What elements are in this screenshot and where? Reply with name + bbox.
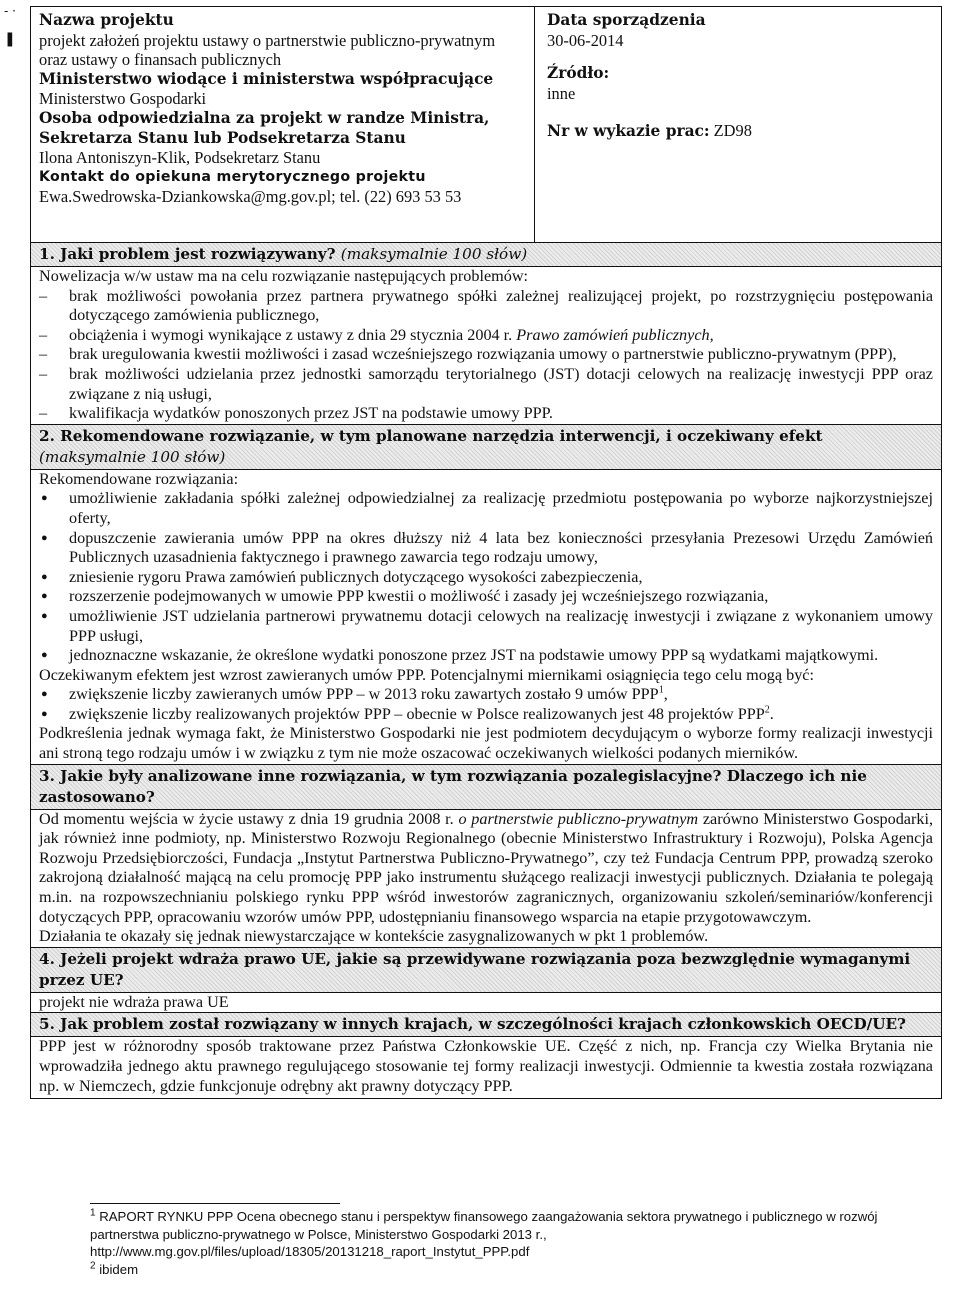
- section-4-body: [31, 993, 941, 1013]
- section-3-title: 3. Jakie były analizowane inne rozwiązania, w tym rozwiązania pozalegislacyjne? Dlaczego ich nie zastosowano?: [39, 766, 867, 806]
- section-1-intro: Nowelizacja w/w ustaw ma na celu rozwiązanie następujących problemów:: [39, 267, 529, 285]
- list-item: ● umożliwienie JST udzielania partnerowi prywatnemu dotacji celowych na realizację inwestycji i związane z wykonaniem umowy PPP usługi,: [39, 607, 933, 646]
- footnote-separator: [90, 1203, 340, 1204]
- project-name: projekt założeń projektu ustawy o partnerstwie publiczno-prywatnym oraz ustawy o finansach publicznych: [39, 30, 496, 70]
- section-3-paragraph: Od momentu wejścia w życie ustawy z dnia 19 grudnia 2008 r. o partnerstwie publiczno-prywatnym zarówno Ministerstwo Gospodarki, jak również inne podmioty, np. Ministerstwo Rozwoju Regionalnego (obecnie Ministerstwo Infrastruktury i Rozwoju), Polska Agencja Rozwoju Przedsiębiorczości, Fundacja „Instytut Partnerstwa Publiczno-Prywatnego”, czy też Fundacja Centrum PPP, prowadzą szeroko zakrojoną działalność mającą na celu promocję PPP jako instrumentu służącego realizacji inwestycji publicznych. Działania te polegają m.in. na rozpowszechnianiu polskiego rynku PPP wśród inwestorów zagranicznych, organizowaniu szkoleń/seminariów/konferencji dotyczących PPP, opracowaniu wzorów umów PPP, udostępnianiu finansowego wsparcia na etapie przygotowawczym.: [39, 809, 934, 926]
- list-item: ● dopuszczenie zawierania umów PPP na okres dłuższy niż 4 lata bez konieczności przesyłania Prezesowi Urzędu Zamówień Publicznych uzasadnienia faktycznego i prawnego zawarcia tego rodzaju umowy,: [39, 529, 933, 568]
- expected-effect: Oczekiwanym efektem jest wzrost zawieranych umów PPP. Potencjalnymi miernikami osiągnięcia tego celu mogą być:: [39, 665, 814, 684]
- contact-info: Ewa.Swedrowska-Dziankowska@mg.gov.pl; tel. (22) 693 53 53: [39, 187, 462, 207]
- margin-mark-2: ❚: [4, 31, 16, 47]
- problem-list: [39, 287, 933, 424]
- date-value: 30-06-2014: [547, 30, 624, 50]
- ministry-label: Ministerstwo wiodące i ministerstwa współpracujące: [39, 69, 494, 88]
- responsible-label: Osoba odpowiedzialna za projekt w randze Ministra, Sekretarza Stanu lub Podsekretarza Stanu: [39, 108, 490, 147]
- section-3-heading: [31, 764, 941, 810]
- footnote-2: $^2$ ibidem: [90, 1260, 139, 1277]
- section-2-body: [31, 470, 941, 764]
- section-1-hint: (maksymalnie 100 słów): [340, 245, 528, 263]
- list-item: – brak uregulowania kwestii możliwości i zasad wcześniejszego rozwiązania umowy o partnerstwie publiczno-prywatnym (PPP),: [39, 345, 933, 365]
- section-1-heading: [31, 243, 941, 267]
- solution-list: [39, 489, 933, 665]
- section-2-heading: [31, 424, 941, 470]
- section-4-text: projekt nie wdraża prawa UE: [39, 992, 229, 1011]
- section-5-body: [31, 1037, 941, 1098]
- project-name-label: Nazwa projektu: [39, 11, 174, 29]
- section-4-title: 4. Jeżeli projekt wdraża prawo UE, jakie są przewidywane rozwiązania poza bezwzględnie wymaganymi przez UE?: [39, 949, 911, 989]
- list-item: ● jednoznaczne wskazanie, że określone wydatki ponoszone przez JST na podstawie umowy PPP są wydatkami majątkowymi.: [39, 646, 933, 666]
- section-1-body: [31, 267, 941, 424]
- list-item: – kwalifikacja wydatków ponoszonych przez JST na podstawie umowy PPP.: [39, 404, 933, 424]
- source-label: Źródło:: [547, 64, 610, 83]
- footnote-1: $^1$ RAPORT RYNKU PPP Ocena obecnego stanu i perspektyw finansowego zaangażowania sektora prywatnego i publicznego w rozwój partnerstwa publiczno-prywatnego w Polsce, Ministerstwo Gospodarki 2013 r., http://www.mg.gov.pl/files/upload/18305/20131218_raport_Instytut_PPP.pdf: [90, 1207, 878, 1260]
- header-right-cell: [535, 7, 941, 242]
- section-5-text: PPP jest w różnorodny sposób traktowane przez Państwa Członkowskie UE. Część z nich, np. Francja czy Wielka Brytania nie wprowadziła jednego aktu prawnego regulującego stosowanie tej formy realizacji inwestycji. Odmiennie ta kwestia została rozwiązana np. w Niemczech, gdzie funkcjonuje odrębny akt prawny dotyczący PPP.: [39, 1037, 933, 1095]
- section-2-intro: Rekomendowane rozwiązania:: [39, 469, 239, 488]
- footnotes: [90, 1208, 930, 1278]
- metric-list: [39, 685, 933, 724]
- header-table: [31, 7, 941, 243]
- list-number-value: ZD98: [713, 121, 752, 141]
- source-value: inne: [547, 83, 576, 103]
- responsible-person: Ilona Antoniszyn-Klik, Podsekretarz Stanu: [39, 148, 321, 168]
- section-1-title: 1. Jaki problem jest rozwiązywany?: [39, 245, 336, 263]
- list-item: – brak możliwości udzielania przez jednostki samorządu terytorialnego (JST) dotacji celowych na realizację inwestycji PPP oraz związane z nią usługi,: [39, 365, 933, 404]
- list-item: ● zwiększenie liczby realizowanych projektów PPP – obecnie w Polsce realizowanych jest 48 projektów PPP$^2$.: [39, 705, 933, 725]
- section-2-hint: (maksymalnie 100 słów): [39, 447, 226, 466]
- list-item: ● zniesienie rygoru Prawa zamówień publicznych dotyczącego wysokości zabezpieczenia,: [39, 568, 933, 588]
- section-3-body: [31, 810, 941, 947]
- ministry: Ministerstwo Gospodarki: [39, 89, 207, 109]
- section-4-heading: [31, 947, 941, 993]
- section-5-heading: [31, 1012, 941, 1037]
- margin-mark-1: ‐ ·: [4, 4, 16, 18]
- list-item: ● rozszerzenie podejmowanych w umowie PPP kwestii o możliwość i zasady jej wcześniejszego rozwiązania,: [39, 587, 933, 607]
- header-left-cell: [31, 7, 535, 242]
- list-item: – brak możliwości powołania przez partnera prywatnego spółki zależnej realizującej projekt, po rozstrzygnięciu postępowania dotyczącego zamówienia publicznego,: [39, 287, 933, 326]
- document-form: [30, 6, 942, 1099]
- list-item: ● zwiększenie liczby zawieranych umów PPP – w 2013 roku zawartych zostało 9 umów PPP$^1$,: [39, 685, 933, 705]
- list-item: – obciążenia i wymogi wynikające z ustawy z dnia 29 stycznia 2004 r. Prawo zamówień publicznych,: [39, 326, 933, 346]
- section-3-paragraph-2: Działania te okazały się jednak niewystarczające w kontekście zasygnalizowanych w pkt 1 problemów.: [39, 927, 709, 946]
- section-5-title: 5. Jak problem został rozwiązany w innych krajach, w szczególności krajach członkowskich OECD/UE?: [39, 1015, 906, 1034]
- section-2-title: 2. Rekomendowane rozwiązanie, w tym planowane narzędzia interwencji, i oczekiwany efekt: [39, 426, 823, 445]
- list-item: ● umożliwienie zakładania spółki zależnej odpowiedzialnej za realizację przedmiotu postępowania po wyborze najkorzystniejszej oferty,: [39, 489, 933, 528]
- list-number: [547, 121, 933, 142]
- date-label: Data sporządzenia: [547, 11, 706, 29]
- footnote-ref-1: 1: [658, 684, 664, 696]
- contact-label: Kontakt do opiekuna merytorycznego projektu: [39, 168, 426, 185]
- section-2-closing: Podkreślenia jednak wymaga fakt, że Ministerstwo Gospodarki nie jest podmiotem decydującym o wyborze formy realizacji inwestycji ani stroną tego rodzaju umów i w związku z tym nie może oszacować oczekiwanych wielkości podanych mierników.: [39, 724, 933, 763]
- footnote-ref-2: 2: [764, 704, 770, 716]
- list-number-label: Nr w wykazie prac:: [547, 122, 710, 141]
